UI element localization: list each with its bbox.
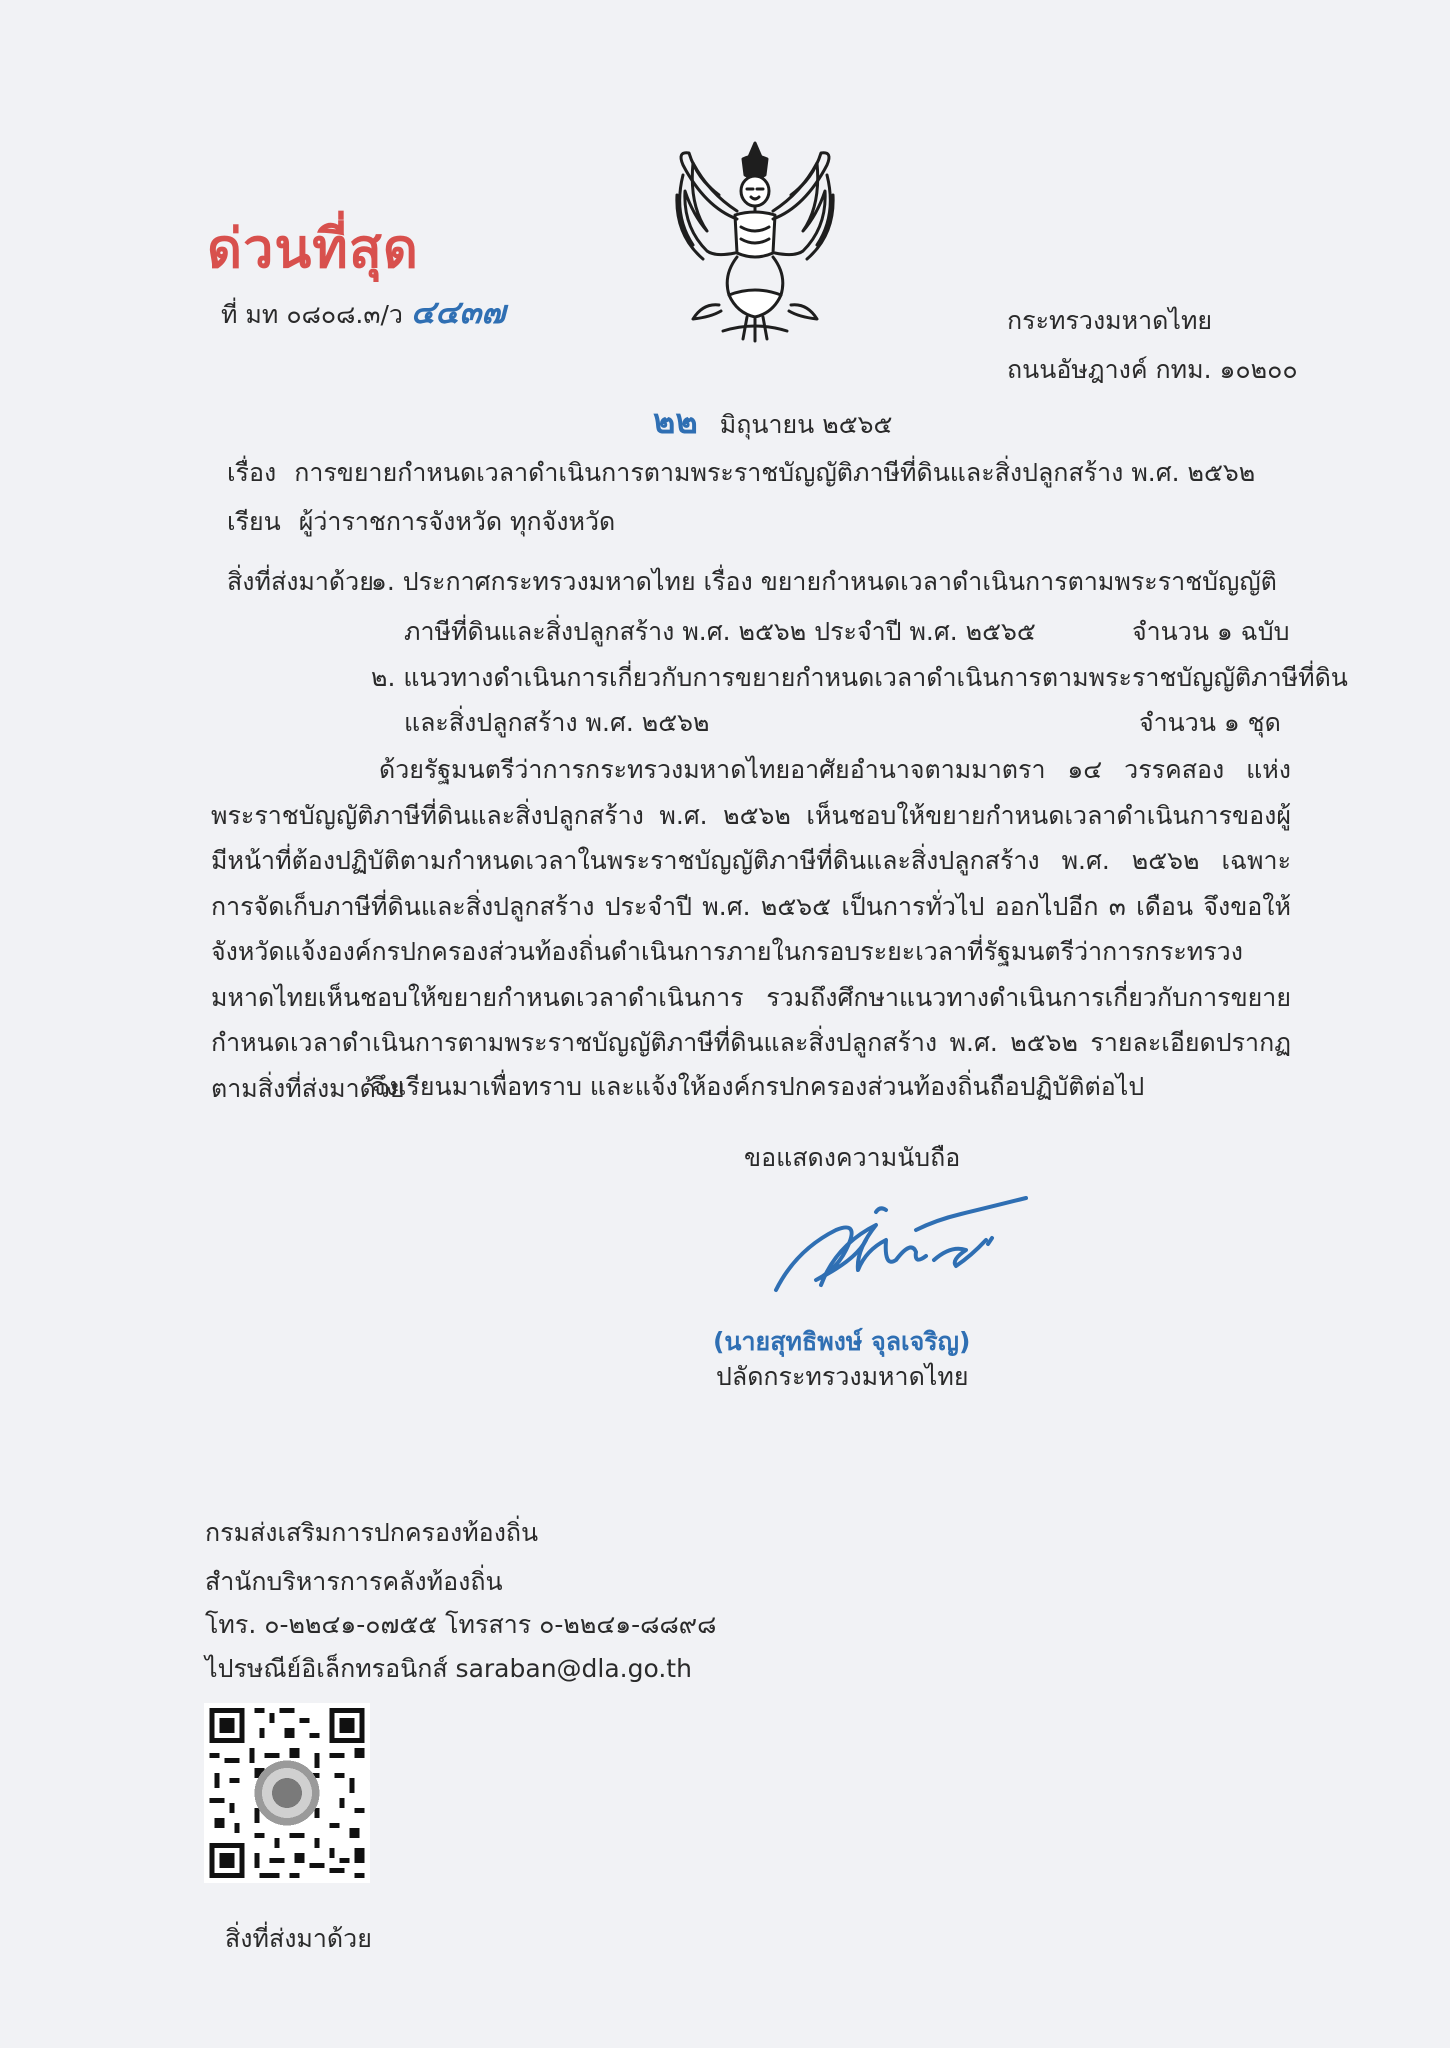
enclosure-1-quantity: จำนวน ๑ ฉบับ: [1132, 617, 1290, 646]
department-name: กรมส่งเสริมการปกครองท้องถิ่น: [205, 1518, 539, 1547]
subject-text: การขยายกำหนดเวลาดำเนินการตามพระราชบัญญัติภาษีที่ดินและสิ่งปลูกสร้าง พ.ศ. ๒๕๖๒: [294, 458, 1256, 487]
date-day-handwritten: ๒๒: [653, 402, 698, 442]
ministry-address: ถนนอัษฎางค์ กทม. ๑๐๒๐๐: [1007, 355, 1298, 384]
ministry-name: กระทรวงมหาดไทย: [1007, 306, 1213, 335]
closing-sentence: จึงเรียนมาเพื่อทราบ และแจ้งให้องค์กรปกครองส่วนท้องถิ่นถือปฏิบัติต่อไป: [371, 1072, 1145, 1101]
contact-email: ไปรษณีย์อิเล็กทรอนิกส์ saraban@dla.go.th: [205, 1654, 692, 1683]
document-number-prefix: ที่ มท ๐๘๐๘.๓/ว: [221, 300, 403, 329]
document-number-handwritten: ๔๔๓๗: [410, 293, 506, 331]
enclosures-note: สิ่งที่ส่งมาด้วย: [225, 1924, 372, 1953]
bureau-name: สำนักบริหารการคลังท้องถิ่น: [205, 1567, 503, 1596]
document-number: [221, 293, 505, 331]
enclosure-2-line1: ๒. แนวทางดำเนินการเกี่ยวกับการขยายกำหนดเวลาดำเนินการตามพระราชบัญญัติภาษีที่ดิน: [371, 663, 1348, 692]
enclosure-2-line2: และสิ่งปลูกสร้าง พ.ศ. ๒๕๖๒: [404, 708, 710, 737]
body-paragraph: ด้วยรัฐมนตรีว่าการกระทรวงมหาดไทยอาศัยอำนาจตามมาตรา ๑๔ วรรคสอง แห่งพระราชบัญญัติภาษีที่ดินและสิ่งปลูกสร้าง พ.ศ. ๒๕๖๒ เห็นชอบให้ขยายกำหนดเวลาดำเนินการของผู้มีหน้าที่ต้องปฏิบัติตามกำหนดเวลาในพระราชบัญญัติภาษีที่ดินและสิ่งปลูกสร้าง พ.ศ. ๒๕๖๒ เฉพาะการจัดเก็บภาษีที่ดินและสิ่งปลูกสร้าง ประจำปี พ.ศ. ๒๕๖๕ เป็นการทั่วไป ออกไปอีก ๓ เดือน จึงขอให้จังหวัดแจ้งองค์กรปกครองส่วนท้องถิ่นดำเนินการภายในกรอบระยะเวลาที่รัฐมนตรีว่าการกระทรวงมหาดไทยเห็นชอบให้ขยายกำหนดเวลาดำเนินการ รวมถึงศึกษาแนวทางดำเนินการเกี่ยวกับการขยายกำหนดเวลาดำเนินการตามพระราชบัญญัติภาษีที่ดินและสิ่งปลูกสร้าง พ.ศ. ๒๕๖๒ รายละเอียดปรากฏตามสิ่งที่ส่งมาด้วย: [211, 755, 1291, 1103]
date-month-year: มิถุนายน ๒๕๖๕: [719, 410, 893, 439]
enclosures-label: สิ่งที่ส่งมาด้วย: [227, 567, 374, 596]
subject-label: เรื่อง: [227, 458, 277, 487]
signer-position: ปลัดกระทรวงมหาดไทย: [716, 1362, 969, 1391]
subject-line: [227, 458, 1255, 488]
addressee-line: [227, 507, 615, 537]
addressee-label: เรียน: [227, 507, 281, 536]
addressee-text: ผู้ว่าราชการจังหวัด ทุกจังหวัด: [298, 507, 616, 536]
signature-image: [766, 1190, 1036, 1305]
contact-phone: โทร. ๐-๒๒๔๑-๐๗๕๕ โทรสาร ๐-๒๒๔๑-๘๘๙๘: [205, 1610, 717, 1639]
enclosure-1-line2: ภาษีที่ดินและสิ่งปลูกสร้าง พ.ศ. ๒๕๖๒ ประจำปี พ.ศ. ๒๕๖๕: [404, 617, 1036, 646]
closing-regards: ขอแสดงความนับถือ: [744, 1143, 961, 1172]
urgency-stamp: ด่วนที่สุด: [207, 217, 419, 280]
letter-date: [653, 402, 892, 443]
qr-code: [204, 1703, 370, 1883]
enclosure-2-quantity: จำนวน ๑ ชุด: [1139, 708, 1281, 737]
garuda-emblem-icon: [663, 135, 848, 345]
signer-name: (นายสุทธิพงษ์ จุลเจริญ): [713, 1327, 971, 1356]
enclosure-1-line1: ๑. ประกาศกระทรวงมหาดไทย เรื่อง ขยายกำหนดเวลาดำเนินการตามพระราชบัญญัติ: [371, 567, 1277, 596]
